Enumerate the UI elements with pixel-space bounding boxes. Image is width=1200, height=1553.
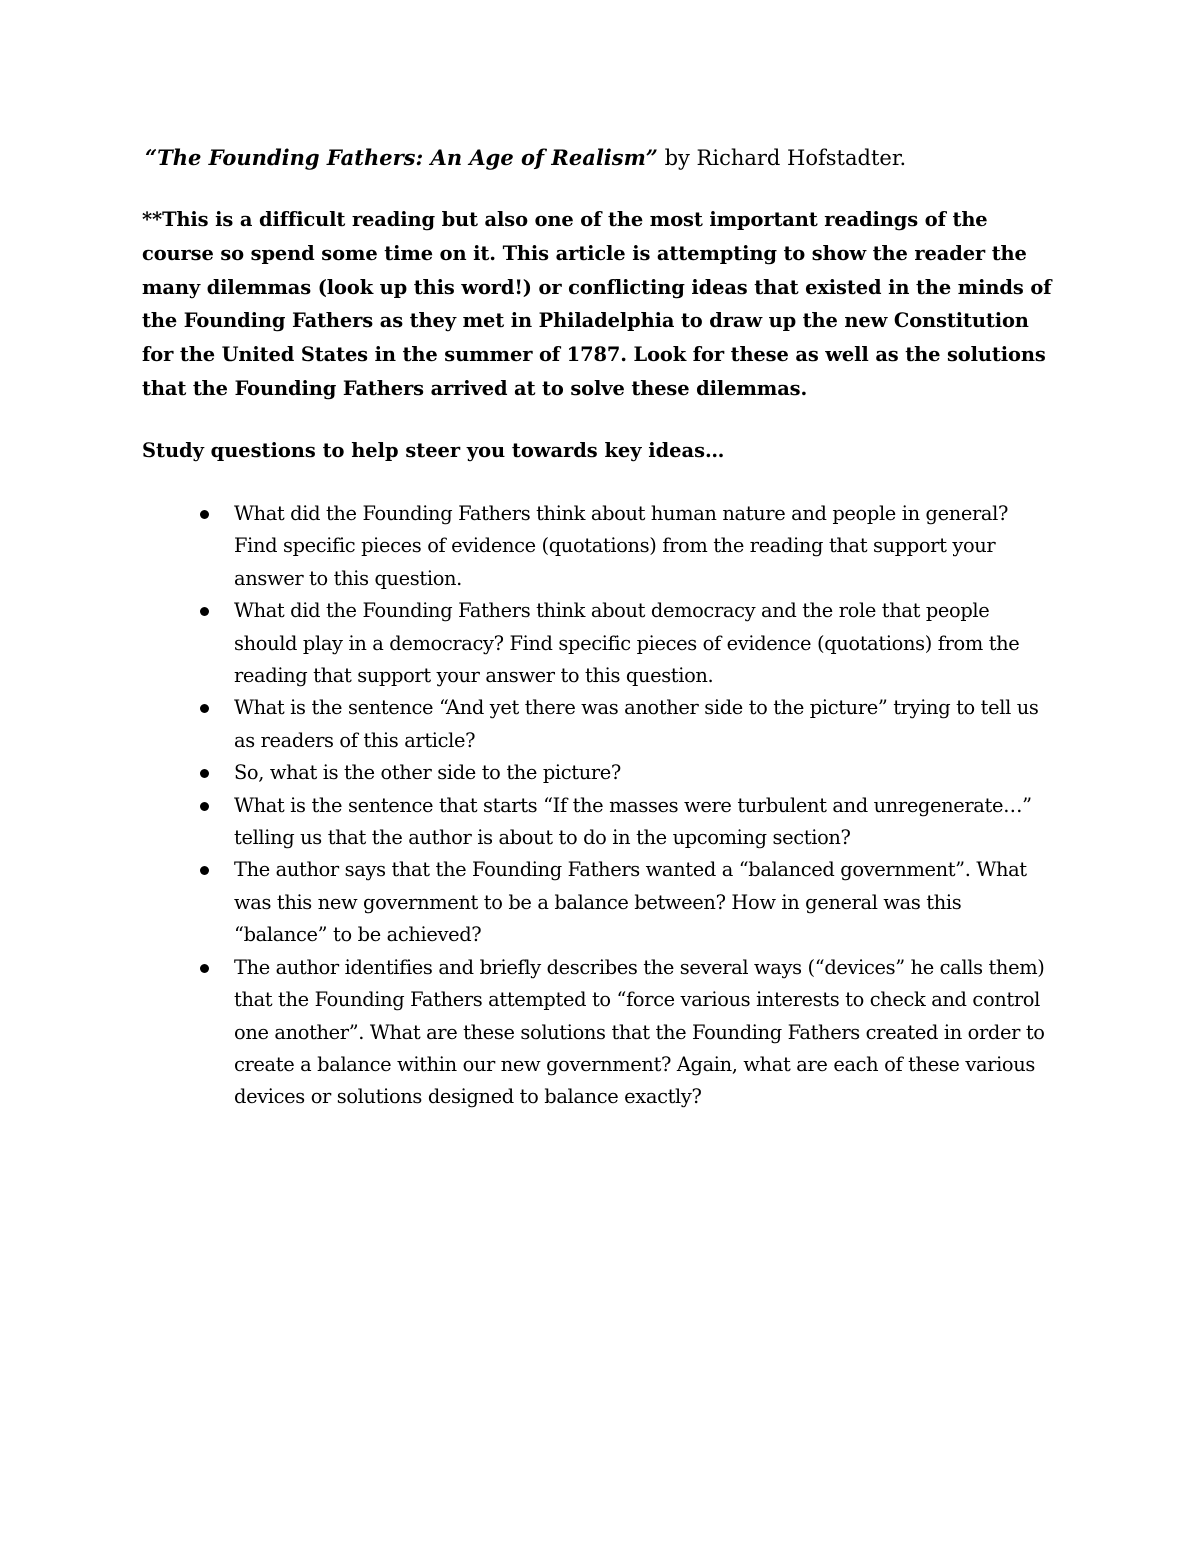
- study-questions-heading: Study questions to help steer you towards key ideas…: [142, 439, 725, 462]
- book-title: “The Founding Fathers: An Age of Realism”: [145, 145, 658, 170]
- question-text: The author says that the Founding Fathers wanted a “balanced government”. What was this new government to be a balance between? How in general was this “balance” to be achieved?: [234, 858, 1027, 947]
- question-item: [0, 952, 1049, 1114]
- question-item: [0, 498, 1049, 595]
- bullet-icon: [200, 704, 209, 713]
- question-item: [0, 757, 1049, 789]
- question-text: The author identifies and briefly describes the several ways (“devices” he calls them) that the Founding Fathers attempted to “force various interests to check and control one another”. What are these solutions that the Founding Fathers created in order to create a balance within our new government? Again, what are each of these various devices or solutions designed to balance exactly?: [234, 955, 1045, 1109]
- document-title: [145, 142, 1065, 174]
- bullet-icon: [200, 607, 209, 616]
- bullet-icon: [200, 802, 209, 811]
- question-item: [0, 692, 1049, 757]
- question-item: [0, 790, 1049, 855]
- question-text: So, what is the other side to the picture?: [234, 761, 621, 785]
- bullet-icon: [200, 769, 209, 778]
- author-byline: by Richard Hofstadter.: [657, 146, 907, 170]
- bullet-icon: [200, 510, 209, 519]
- study-questions-list: [0, 498, 1200, 1114]
- question-text: What is the sentence “And yet there was another side to the picture” trying to tell us as readers of this article?: [234, 696, 1039, 752]
- intro-paragraph: **This is a difficult reading but also one of the most important readings of the course so spend some time on it. This article is attempting to show the reader the many dilemmas (look up this word!) or conflicting ideas that existed in the minds of the Founding Fathers as they met in Philadelphia to draw up the new Constitution for the United States in the summer of 1787. Look for these as well as the solutions that the Founding Fathers arrived at to solve these dilemmas.: [142, 208, 1052, 400]
- bullet-icon: [200, 964, 209, 973]
- question-text: What is the sentence that starts “If the masses were turbulent and unregenerate…” telling us that the author is about to do in the upcoming section?: [234, 793, 1032, 850]
- question-item: [0, 854, 1049, 951]
- question-item: [0, 595, 1049, 692]
- question-text: What did the Founding Fathers think about human nature and people in general? Find specific pieces of evidence (quotations) from the reading that support your answer to this question.: [234, 502, 1009, 590]
- question-text: What did the Founding Fathers think about democracy and the role that people should play in a democracy? Find specific pieces of evidence (quotations) from the reading that support your answer to this question.: [234, 599, 1020, 688]
- bullet-icon: [200, 866, 209, 875]
